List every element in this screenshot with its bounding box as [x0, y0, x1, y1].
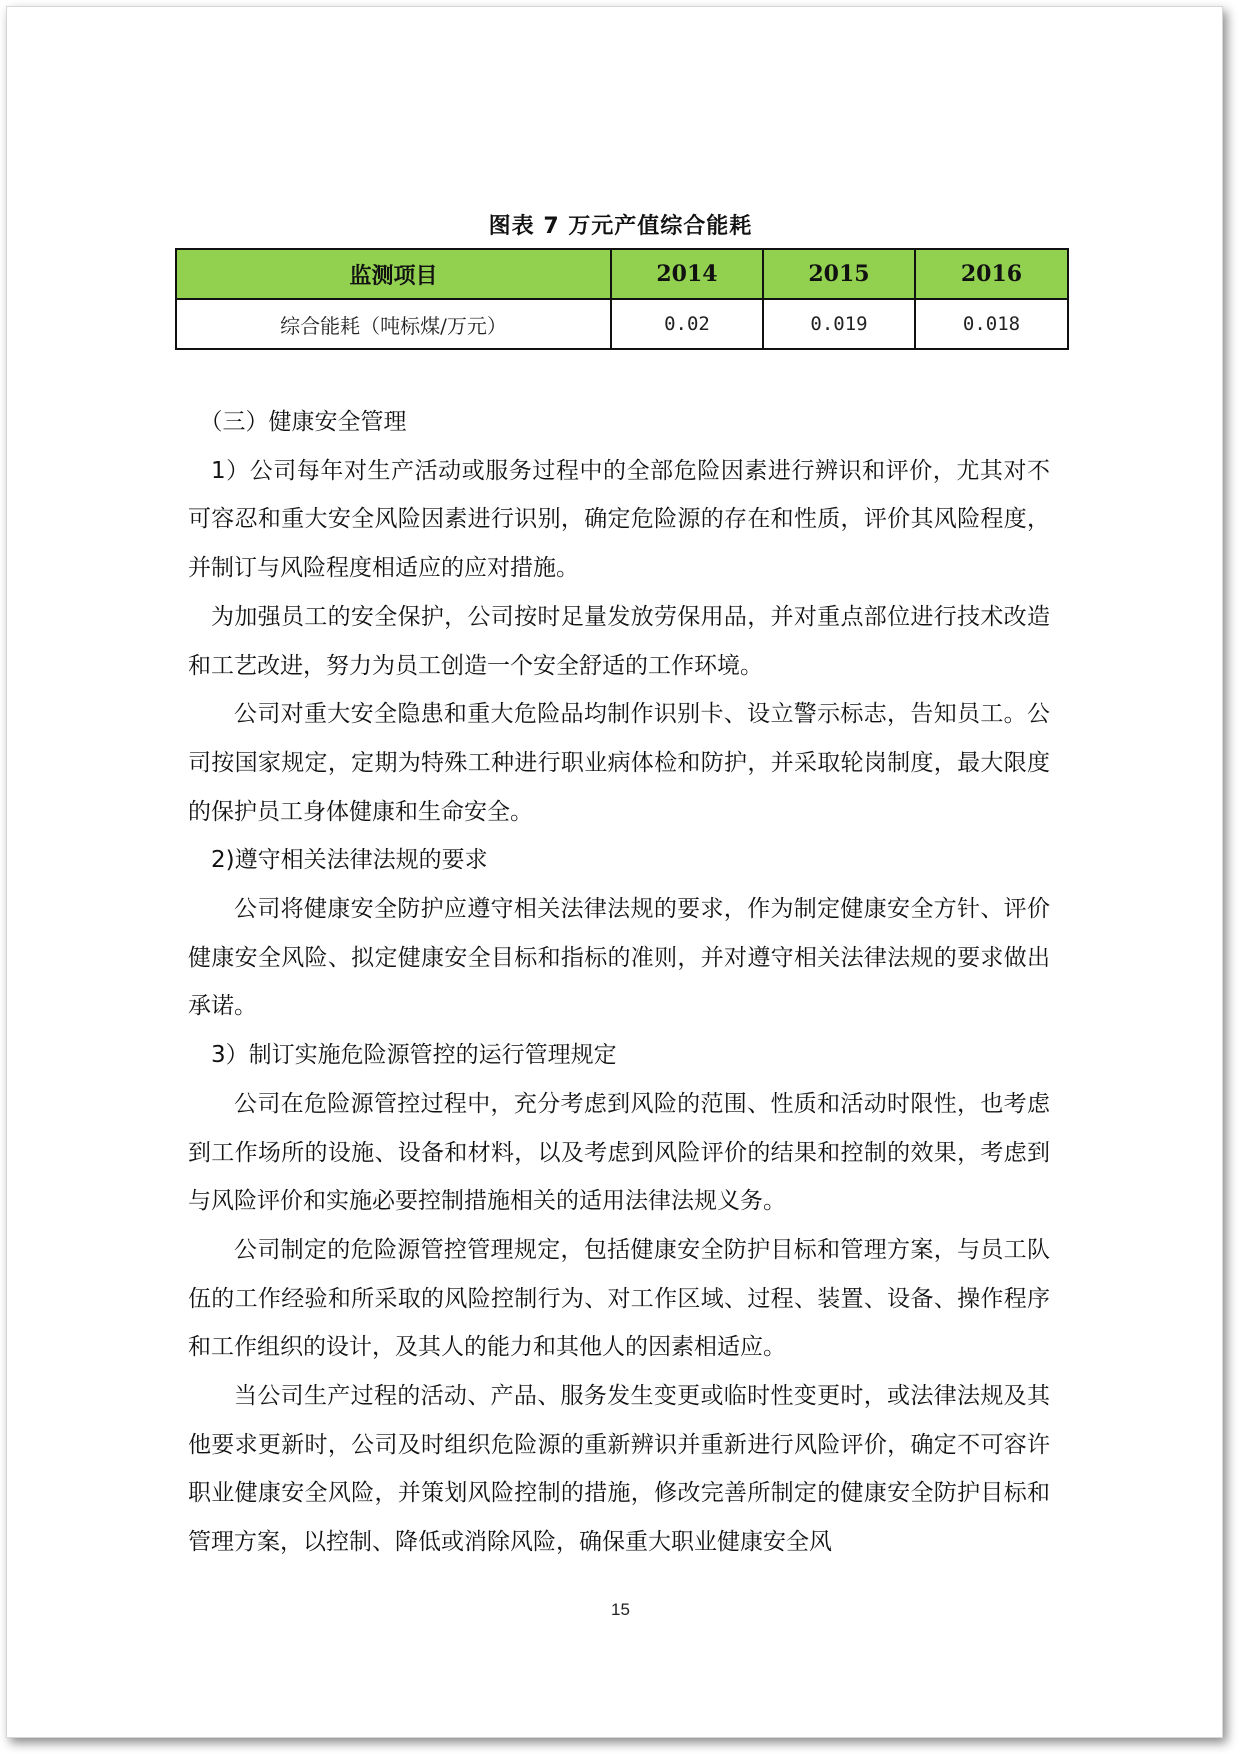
paragraph: 当公司生产过程的活动、产品、服务发生变更或临时性变更时，或法律法规及其他要求更新时，公司及时组织危险源的重新辨识并重新进行风险评价，确定不可容许职业健康安全风险，并策划风险控制的措施，修改完善所制定的健康安全防护目标和管理方案，以控制、降低或消除风险，确保重大职业健康安全风 [188, 1383, 1050, 1556]
paragraph: 1）公司每年对生产活动或服务过程中的全部危险因素进行辨识和评价，尤其对不可容忍和重大安全风险因素进行识别，确定危险源的存在和性质，评价其风险程度，并制订与风险程度相适应的应对措施。 [188, 457, 1050, 582]
table-caption: 图表 7 万元产值综合能耗 [488, 214, 753, 239]
paragraph: 公司在危险源管控过程中，充分考虑到风险的范围、性质和活动时限性，也考虑到工作场所的设施、设备和材料，以及考虑到风险评价的结果和控制的效果，考虑到与风险评价和实施必要控制措施相关的适用法律法规义务。 [188, 1090, 1050, 1215]
table-header-row [176, 249, 1068, 299]
header-year-2016: 2016 [915, 249, 1068, 299]
paragraph: 为加强员工的安全保护，公司按时足量发放劳保用品，并对重点部位进行技术改造和工艺改进，努力为员工创造一个安全舒适的工作环境。 [188, 603, 1050, 679]
header-monitoring-item: 监测项目 [176, 249, 611, 299]
subheading: 2)遵守相关法律法规的要求 [211, 847, 488, 874]
cell-value-2014: 0.02 [611, 299, 763, 349]
energy-consumption-table [175, 248, 1069, 350]
paragraph: 公司对重大安全隐患和重大危险品均制作识别卡、设立警示标志，告知员工。公司按国家规定，定期为特殊工种进行职业病体检和防护，并采取轮岗制度，最大限度的保护员工身体健康和生命安全。 [188, 701, 1050, 825]
body-text [188, 398, 1050, 1567]
table-row [176, 299, 1068, 349]
header-year-2015: 2015 [763, 249, 915, 299]
header-year-2014: 2014 [611, 249, 763, 299]
section-heading: （三）健康安全管理 [199, 409, 407, 435]
page-number: 15 [611, 1600, 630, 1619]
paragraph: 公司制定的危险源管控管理规定，包括健康安全防护目标和管理方案，与员工队伍的工作经验和所采取的风险控制行为、对工作区域、过程、装置、设备、操作程序和工作组织的设计，及其人的能力和其他人的因素相适应。 [188, 1236, 1050, 1361]
paragraph: 公司将健康安全防护应遵守相关法律法规的要求，作为制定健康安全方针、评价健康安全风险、拟定健康安全目标和指标的准则，并对遵守相关法律法规的要求做出承诺。 [188, 896, 1050, 1020]
cell-value-2015: 0.019 [763, 299, 915, 349]
cell-value-2016: 0.018 [915, 299, 1068, 349]
cell-item-name: 综合能耗（吨标煤/万元） [176, 299, 611, 349]
subheading: 3）制订实施危险源管控的运行管理规定 [211, 1042, 617, 1069]
